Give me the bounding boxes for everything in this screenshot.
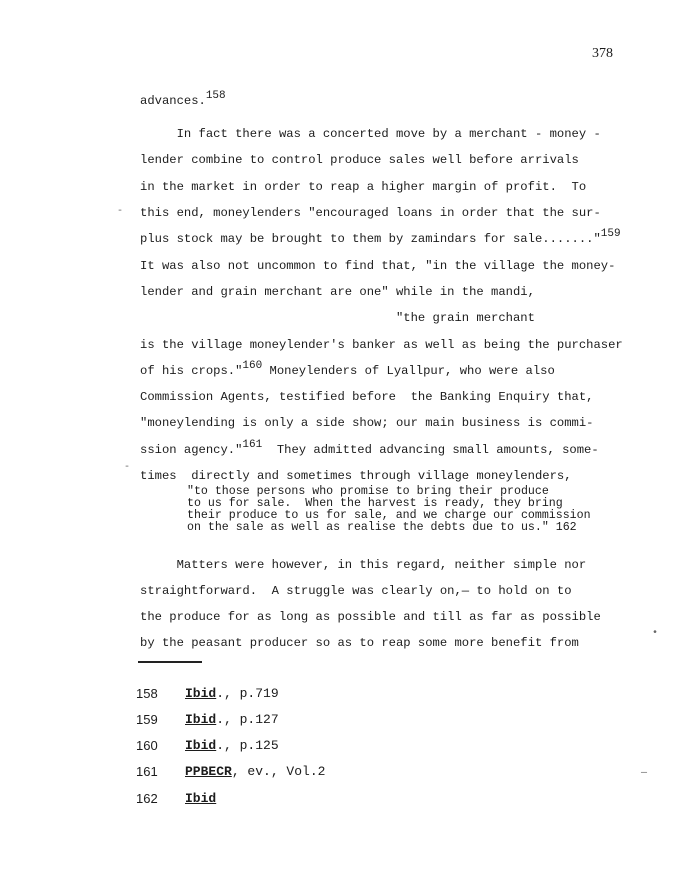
body-line [140, 285, 535, 299]
body-line [140, 469, 572, 483]
footnote-source: PPBECR [185, 764, 232, 779]
line-text: in the market in order to reap a higher margin of profit. To [140, 180, 587, 194]
body-line [140, 311, 535, 325]
margin-mark: - [124, 462, 131, 473]
footnote-rule [138, 661, 202, 663]
line-text: lender and grain merchant are one" while in the mandi, [140, 285, 535, 299]
footnote-source: Ibid [185, 791, 217, 806]
footnote-source: Ibid [185, 712, 217, 727]
line-text: Moneylenders of Lyallpur, who were also [262, 364, 555, 378]
footnote-text [185, 712, 279, 728]
line-text: Commission Agents, testified before the Banking Enquiry that, [140, 390, 594, 404]
body-line [140, 206, 601, 220]
line-text: of his crops." [140, 364, 243, 378]
line-text: "the grain merchant [140, 311, 535, 325]
footnote-source: Ibid [185, 738, 217, 753]
line-text: They admitted advancing small amounts, some- [262, 443, 599, 457]
margin-mark: — [641, 768, 648, 779]
line-text: "moneylending is only a side show; our main business is commi- [140, 416, 594, 430]
body-line [140, 359, 555, 378]
footnote-number: 158 [136, 686, 158, 701]
line-text: ssion agency." [140, 443, 243, 457]
footnote-ref: 160 [242, 359, 263, 372]
body-line: straightforward. A struggle was clearly on,— to hold on to [140, 584, 572, 598]
body-line [140, 390, 593, 404]
line-text: advances. [140, 94, 206, 108]
line-text: this end, moneylenders "encouraged loans in order that the sur- [140, 206, 601, 220]
body-line [140, 438, 599, 457]
line-text: plus stock may be brought to them by zamindars for sale......." [140, 232, 601, 246]
body-line [140, 227, 621, 246]
body-line [140, 180, 586, 194]
body-line [140, 259, 615, 273]
quote-line: their produce to us for sale, and we charge our commission [187, 509, 591, 522]
body-line [140, 338, 623, 352]
body-line [140, 127, 601, 141]
body-line [140, 89, 226, 108]
body-line [140, 416, 593, 430]
footnote-number: 159 [136, 712, 158, 727]
footnote-number: 160 [136, 738, 158, 753]
footnote-text [185, 764, 325, 780]
footnote-ref: 158 [205, 89, 226, 102]
footnote-citation: ., p.127 [216, 712, 279, 727]
quote-line: "to those persons who promise to bring their produce [187, 485, 549, 498]
margin-mark: - [117, 206, 124, 217]
line-text: lender combine to control produce sales well before arrivals [140, 153, 579, 167]
line-text: is the village moneylender's banker as well as being the purchaser [140, 338, 623, 352]
footnote-text [185, 791, 216, 807]
body-line [140, 153, 579, 167]
footnote-text [185, 738, 279, 754]
line-text: times directly and sometimes through village moneylenders, [140, 469, 572, 483]
footnote-source: Ibid [185, 686, 217, 701]
footnote-ref: 159 [600, 227, 621, 240]
margin-mark: • [652, 628, 659, 639]
page-number: 378 [592, 46, 613, 61]
footnote-citation: ., p.719 [216, 686, 279, 701]
footnote-ref: 161 [242, 438, 263, 451]
line-text: It was also not uncommon to find that, "in the village the money- [140, 259, 616, 273]
line-text: In fact there was a concerted move by a merchant - money - [140, 127, 601, 141]
footnote-number: 162 [136, 791, 158, 806]
body-line: the produce for as long as possible and till as far as possible [140, 610, 601, 624]
footnote-citation: ., p.125 [216, 738, 279, 753]
body-line: by the peasant producer so as to reap some more benefit from [140, 636, 579, 650]
quote-line: on the sale as well as realise the debts due to us." 162 [187, 521, 577, 534]
footnote-text [185, 686, 279, 702]
footnote-citation: , ev., Vol.2 [231, 764, 326, 779]
quote-line: to us for sale. When the harvest is ready, they bring [187, 497, 563, 510]
footnote-number: 161 [136, 764, 158, 779]
body-line: Matters were however, in this regard, neither simple nor [140, 558, 587, 572]
